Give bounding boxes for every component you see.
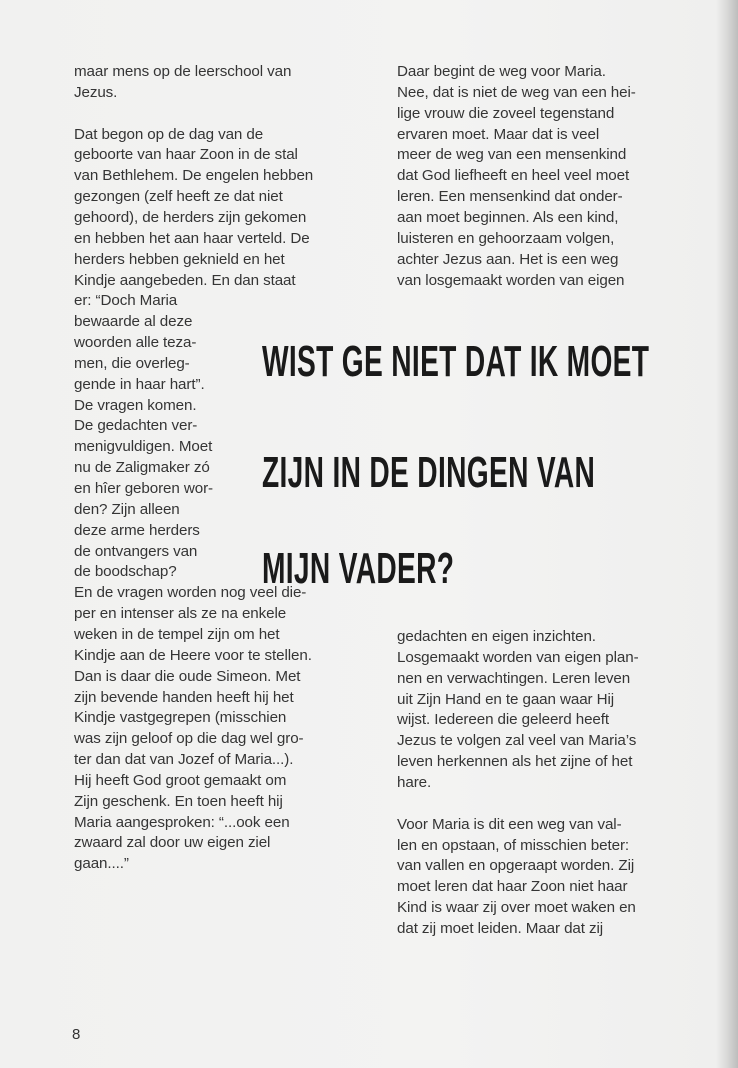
text-line: herders hebben geknield en het: [74, 250, 285, 268]
text-line: ervaren moet. Maar dat is veel: [397, 125, 600, 143]
text-line: aan moet beginnen. Als een kind,: [397, 208, 619, 226]
text-line: weken in de tempel zijn om het: [74, 625, 280, 643]
text-line: gehoord), de herders zijn gekomen: [74, 208, 307, 226]
text-line: Dan is daar die oude Simeon. Met: [74, 667, 301, 685]
text-line: bewaarde al deze: [74, 313, 193, 331]
text-line: Jezus te volgen zal veel van Maria’s: [397, 732, 637, 750]
text-line: geboorte van haar Zoon in de stal: [74, 146, 298, 164]
text-line: hare.: [397, 773, 432, 791]
text-line: de boodschap?: [74, 563, 177, 581]
text-line: len en opstaan, of misschien beter:: [397, 836, 630, 854]
text-line: per en intenser als ze na enkele: [74, 605, 287, 623]
text-line: Voor Maria is dit een weg van val-: [397, 815, 622, 833]
text-line: Kindje vastgegrepen (misschien: [74, 709, 287, 727]
text-line: dat zij moet leiden. Maar dat zij: [397, 919, 604, 937]
pull-quote-line-2: ZIJN IN DE DINGEN VAN: [262, 448, 596, 497]
text-line: van losgemaakt worden van eigen: [397, 271, 625, 289]
text-line: leren. Een mensenkind dat onder-: [397, 188, 623, 206]
text-line: lige vrouw die zoveel tegenstand: [397, 104, 615, 122]
text-line: Kindje aan de Heere voor te stellen.: [74, 646, 312, 664]
text-line: van vallen en opgeraapt worden. Zij: [397, 857, 635, 875]
text-line: de ontvangers van: [74, 542, 198, 560]
text-line: nen en verwachtingen. Leren leven: [397, 669, 631, 687]
pull-quote-line-3: MIJN VADER?: [262, 544, 455, 593]
text-line: Kind is waar zij over moet waken en: [397, 899, 636, 917]
text-line: dat God liefheeft en heel veel moet: [397, 167, 630, 185]
pull-quote-line-1: WIST GE NIET DAT IK MOET: [262, 337, 650, 386]
text-line: den? Zijn alleen: [74, 500, 180, 518]
text-line: Maria aangesproken: “...ook een: [74, 813, 290, 831]
text-line: Jezus.: [74, 83, 118, 101]
text-line: Nee, dat is niet de weg van een hei-: [397, 83, 636, 101]
text-line: De gedachten ver-: [74, 417, 198, 435]
text-line: maar mens op de leerschool van: [74, 63, 292, 80]
text-line: er: “Doch Maria: [74, 292, 178, 310]
text-line: zwaard zal door uw eigen ziel: [74, 834, 271, 852]
page-number: 8: [72, 1026, 81, 1043]
text-line: luisteren en gehoorzaam volgen,: [397, 229, 615, 247]
text-line: En de vragen worden nog veel die-: [74, 584, 307, 602]
text-line: ter dan dat van Jozef of Maria...).: [74, 751, 294, 769]
text-line: Daar begint de weg voor Maria.: [397, 63, 606, 80]
text-line: De vragen komen.: [74, 396, 197, 414]
text-line: nu de Zaligmaker zó: [74, 459, 210, 477]
text-line: zijn bevende handen heeft hij het: [74, 688, 294, 706]
text-line: woorden alle teza-: [74, 334, 197, 352]
text-line: en hebben het aan haar verteld. De: [74, 229, 310, 247]
text-line: en hîer geboren wor-: [74, 480, 213, 497]
text-line: gende in haar hart”.: [74, 375, 205, 393]
text-line: van Bethlehem. De engelen hebben: [74, 167, 314, 185]
text-line: Zijn geschenk. En toen heeft hij: [74, 792, 283, 810]
text-line: moet leren dat haar Zoon niet haar: [397, 878, 628, 896]
text-line: wijst. Iedereen die geleerd heeft: [397, 711, 609, 729]
text-line: Kindje aangebeden. En dan staat: [74, 271, 296, 289]
text-line: Losgemaakt worden van eigen plan-: [397, 648, 639, 666]
text-line: Hij heeft God groot gemaakt om: [74, 771, 287, 789]
text-line: was zijn geloof op die dag wel gro-: [74, 730, 304, 748]
text-line: uit Zijn Hand en te gaan waar Hij: [397, 690, 615, 708]
text-line: leven herkennen als het zijne of het: [397, 753, 633, 771]
text-line: men, die overleg-: [74, 354, 190, 372]
text-line: gaan....”: [74, 855, 129, 873]
text-line: gezongen (zelf heeft ze dat niet: [74, 188, 283, 206]
text-line: Dat begon op de dag van de: [74, 125, 264, 143]
text-line: menigvuldigen. Moet: [74, 438, 213, 456]
text-line: achter Jezus aan. Het is een weg: [397, 250, 619, 268]
text-line: meer de weg van een mensenkind: [397, 146, 627, 164]
text-line: deze arme herders: [74, 521, 200, 539]
text-line: gedachten en eigen inzichten.: [397, 628, 596, 645]
